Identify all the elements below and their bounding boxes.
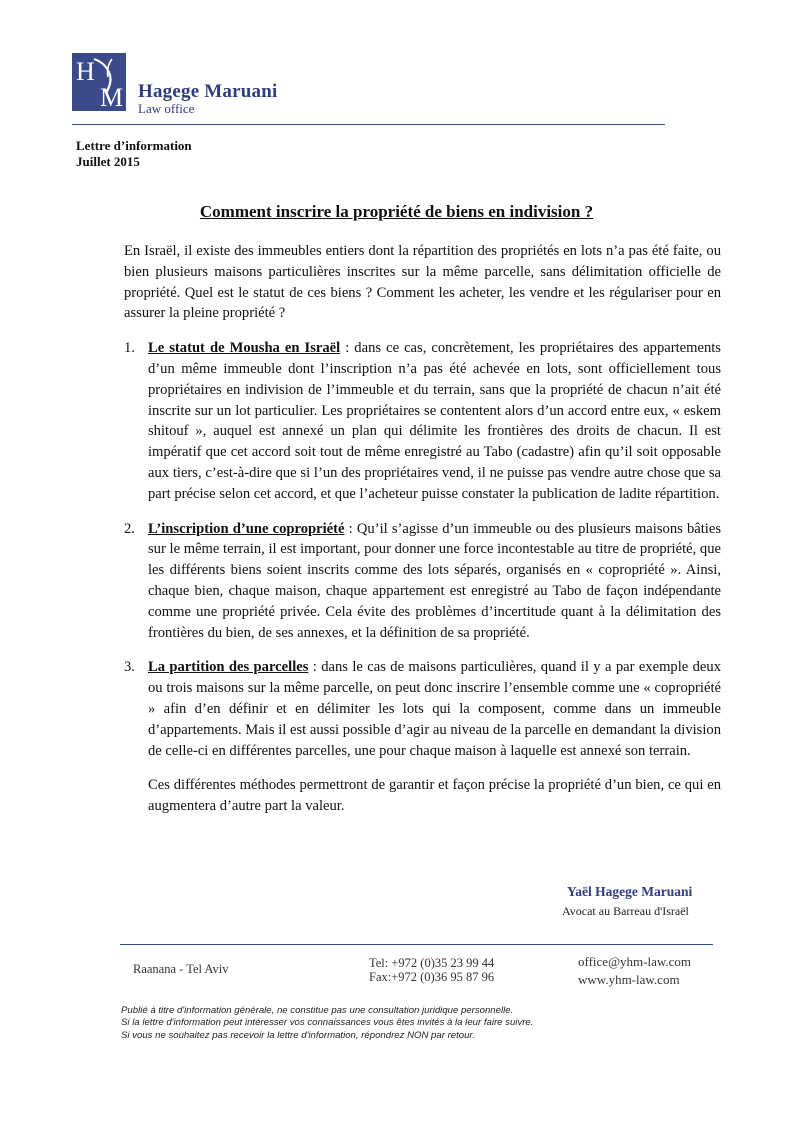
footer-tel: Tel: +972 (0)35 23 99 44 xyxy=(369,956,495,970)
list-item xyxy=(124,657,721,761)
point-heading: L’inscription d’une copropriété xyxy=(148,520,345,537)
firm-logo xyxy=(72,53,126,111)
intro-paragraph: En Israël, il existe des immeubles entiers dont la répartition des propriétés en lots n’a pas été faite, ou bien plusieurs maisons particulières inscrites sur la même parcelle, sans délimitation officielle de propriété. Quel est le statut de ces biens ? Comment les acheter, les vendre et les régulariser pour en assurer la pleine propriété ? xyxy=(124,243,721,322)
svg-text:M: M xyxy=(100,83,124,111)
firm-name: Hagege Maruani xyxy=(138,81,278,102)
header-divider xyxy=(72,124,665,125)
footer-city: Raanana - Tel Aviv xyxy=(133,962,229,976)
svg-text:H: H xyxy=(76,57,95,86)
signature-name: Yaël Hagege Maruani xyxy=(567,884,693,899)
point-heading: La partition des parcelles xyxy=(148,659,309,676)
list-number: 1. xyxy=(124,340,135,357)
page-title: Comment inscrire la propriété de biens en indivision ? xyxy=(199,202,594,221)
footer-divider xyxy=(120,944,713,945)
point-text: : Qu’il s’agisse d’un immeuble ou des plusieurs maisons bâties sur le même terrain, il est important, pour donner une force incontestable au titre de propriété, que les différents biens soient inscrits comme des lots séparés, organisés en « copropriété ». Ainsi, chaque bien, chaque maison, chaque appartement est enregistré au Tabo de façon indépendante comme une propriété privée. Cela évite des problèmes d’incertitude quant à la délimitation des frontières du bien, de ses annexes, et la définition de sa propriété. xyxy=(148,520,722,641)
disclaimer-line: Si vous ne souhaitez pas recevoir la lettre d'information, répondrez NON par retour. xyxy=(121,1029,475,1041)
points-list xyxy=(124,338,721,761)
newsletter-date: Juillet 2015 xyxy=(76,154,140,169)
point-text: : dans ce cas, concrètement, les propriétaires des appartements d’un même immeuble dont l’inscription n’a pas été achevée en lots, sont officiellement tous propriétaires en indivision de l’immeuble et du terrain, sans que la propriété de chacun n’ait été inscrite sur un lot particulier. Les propriétaires se contentent alors d’un accord entre eux, « eskem shitouf », auquel est annexé un plan qui délimite les frontières des droits de chacun. Il est impératif que cet accord soit tout de même enregistré au Tabo (cadastre) afin qu’il soit opposable aux tiers, c’est-à-dire que si l’un des propriétaires vend, il ne puisse pas vendre autre chose que sa part précise selon cet accord, et que l’acheteur puisse constater la publication de ladite répartition. xyxy=(148,340,721,502)
footer-phone-block xyxy=(369,956,494,984)
signature-role: Avocat au Barreau d'Israël xyxy=(562,904,689,918)
disclaimer xyxy=(121,1005,533,1042)
footer-website-link[interactable]: www.yhm-law.com xyxy=(578,972,680,987)
point-heading: Le statut de Mousha en Israël xyxy=(148,340,341,357)
list-item xyxy=(124,338,721,504)
disclaimer-line: Si la lettre d'information peut intéresser vos connaissances vous êtes invités à la leur faire suivre. xyxy=(121,1017,534,1029)
point-text: : dans le cas de maisons particulières, quand il y a par exemple deux ou trois maisons sur la même parcelle, on peut donc inscrire l’ensemble comme une « copropriété » afin d’en définir et en délimiter les lots qui la composent, comme dans un immeuble d’appartements. Mais il est aussi possible d’agir au niveau de la parcelle en demandant la division de celle-ci en différentes parcelles, une pour chaque maison à laquelle est annexé son terrain. xyxy=(148,659,721,759)
list-number: 3. xyxy=(124,659,135,676)
disclaimer-line: Publié à titre d'information générale, ne constitue pas une consultation juridique personnelle. xyxy=(121,1005,514,1016)
newsletter-info xyxy=(76,138,192,170)
footer-fax: Fax:+972 (0)36 95 87 96 xyxy=(369,970,495,984)
list-item xyxy=(124,519,721,644)
closing-paragraph: Ces différentes méthodes permettront de garantir et façon précise la propriété d’un bien, ce qui en augmentera d’autre part la valeur. xyxy=(148,777,721,815)
article-body xyxy=(124,241,721,817)
list-number: 2. xyxy=(124,520,135,537)
firm-subtitle: Law office xyxy=(138,101,195,116)
footer-email-link[interactable]: office@yhm-law.com xyxy=(578,954,692,969)
newsletter-label: Lettre d’information xyxy=(76,138,192,153)
footer-contact-block xyxy=(578,953,691,989)
hym-monogram-icon xyxy=(72,53,126,111)
